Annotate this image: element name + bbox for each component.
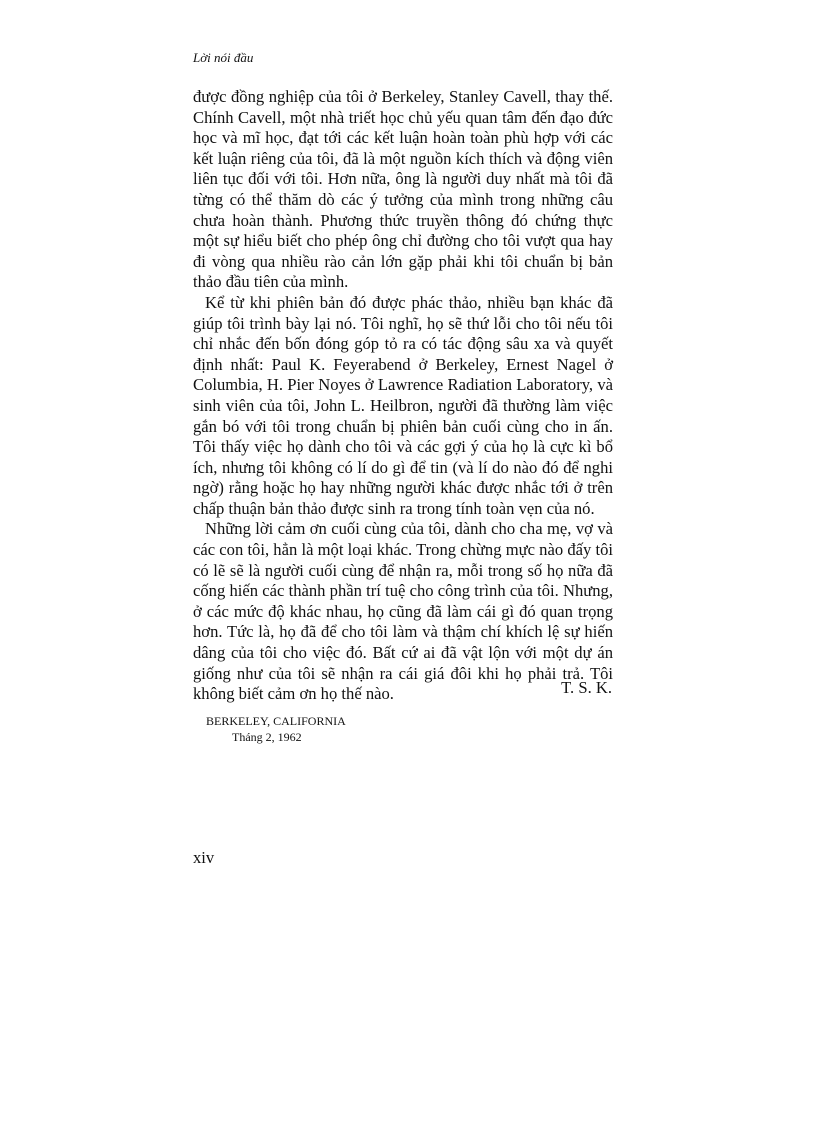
date: Tháng 2, 1962	[232, 730, 302, 744]
running-header: Lời nói đầu	[193, 50, 254, 65]
page-number: xiv	[193, 848, 215, 867]
author-signature-initials: T. S. K.	[561, 678, 612, 697]
paragraph: được đồng nghiệp của tôi ở Berkeley, Stanley Cavell, thay thế. Chính Cavell, một nhà triết học chủ yếu quan tâm đến đạo đức học và mĩ học, đạt tới các kết luận hoàn toàn phù hợp với các kết luận riêng của tôi, đã là một nguồn kích thích và động viên liên tục đối với tôi. Hơn nữa, ông là người duy nhất mà tôi đã từng có thể thăm dò các ý tưởng của mình trong những câu chưa hoàn thành. Phương thức truyền thông đó chứng thực một sự hiểu biết cho phép ông chỉ đường cho tôi vượt qua hay đi vòng qua nhiều rào cản lớn gặp phải khi tôi chuẩn bị bản thảo đầu tiên của mình.	[193, 87, 613, 292]
location: BERKELEY, CALIFORNIA	[206, 714, 346, 728]
paragraph: Kể từ khi phiên bản đó được phác thảo, nhiều bạn khác đã giúp tôi trình bày lại nó. Tôi nghĩ, họ sẽ thứ lỗi cho tôi nếu tôi chỉ nhắc đến bốn đóng góp tỏ ra có tác động sâu xa và quyết định nhất: Paul K. Feyerabend ở Berkeley, Ernest Nagel ở Columbia, H. Pier Noyes ở Lawrence Radiation Laboratory, và sinh viên của tôi, John L. Heilbron, người đã thường làm việc gắn bó với tôi trong chuẩn bị phiên bản cuối cùng cho in ấn. Tôi thấy việc họ dành cho tôi và các gợi ý của họ là cực kì bổ ích, nhưng tôi không có lí do gì để tin (và lí do nào đó để nghi ngờ) rằng hoặc họ hay những người khác được nhắc tới ở trên chấp thuận bản thảo được sinh ra trong tính toàn vẹn của nó.	[193, 292, 613, 518]
place-date-block	[206, 713, 346, 745]
paragraph: Những lời cảm ơn cuối cùng của tôi, dành cho cha mẹ, vợ và các con tôi, hẳn là một loại khác. Trong chừng mực nào đấy tôi có lẽ sẽ là người cuối cùng để nhận ra, mỗi trong số họ nữa đã cống hiến các thành phần trí tuệ cho công trình của tôi. Nhưng, ở các mức độ khác nhau, họ cũng đã làm cái gì đó quan trọng hơn. Tức là, họ đã để cho tôi làm và thậm chí khích lệ sự hiến dâng của tôi cho việc đó. Bất cứ ai đã vật lộn với một dự án giống như của tôi sẽ nhận ra cái giá đôi khi họ phải trả. Tôi không biết cảm ơn họ thế nào.	[193, 519, 613, 704]
body-text	[193, 87, 613, 705]
